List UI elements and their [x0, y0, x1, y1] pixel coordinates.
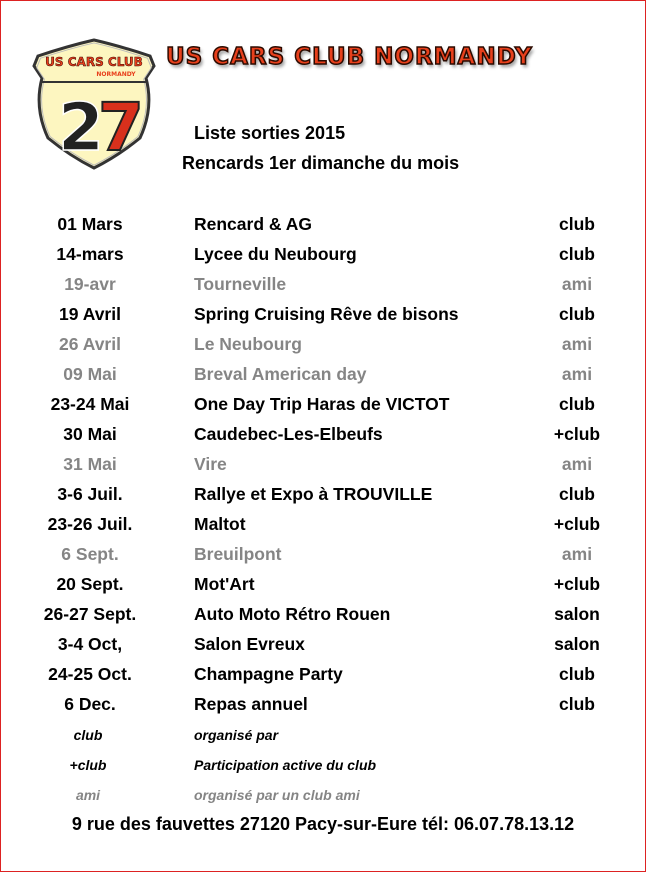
event-date: 20 Sept.: [56, 574, 124, 594]
club-logo-shield: [28, 38, 160, 170]
event-type: +club: [553, 514, 601, 534]
event-type: club: [559, 484, 595, 504]
legend-key: ami: [75, 787, 101, 803]
event-type: ami: [561, 544, 593, 564]
event-type: club: [559, 394, 595, 414]
event-row: [0, 244, 646, 274]
event-name: Rencard & AG: [194, 214, 312, 234]
event-row: [0, 514, 646, 544]
svg-text:2: 2: [58, 89, 104, 166]
event-name: Tourneville: [194, 274, 287, 294]
event-row: [0, 334, 646, 364]
event-type: +club: [553, 424, 601, 444]
event-row: [0, 544, 646, 574]
event-row: [0, 454, 646, 484]
event-row: [0, 604, 646, 634]
event-type: ami: [561, 334, 593, 354]
event-name: Le Neubourg: [194, 334, 302, 354]
legend-description: organisé par un club ami: [194, 787, 360, 803]
svg-text:NORMANDY: NORMANDY: [96, 71, 136, 78]
event-date: 3-4 Oct,: [57, 634, 123, 654]
event-date: 30 Mai: [63, 424, 117, 444]
event-name: Champagne Party: [194, 664, 343, 684]
event-name: One Day Trip Haras de VICTOT: [194, 394, 450, 414]
event-type: ami: [561, 364, 593, 384]
event-row: [0, 424, 646, 454]
event-date: 14-mars: [56, 244, 124, 264]
event-type: club: [559, 214, 595, 234]
event-name: Caudebec-Les-Elbeufs: [194, 424, 383, 444]
event-row: [0, 394, 646, 424]
event-date: 24-25 Oct.: [48, 664, 132, 684]
event-type: club: [559, 244, 595, 264]
event-name: Breval American day: [194, 364, 367, 384]
event-type: +club: [553, 574, 601, 594]
event-name: Vire: [194, 454, 227, 474]
event-name: Lycee du Neubourg: [194, 244, 357, 264]
event-type: club: [559, 664, 595, 684]
event-row: [0, 274, 646, 304]
event-date: 6 Sept.: [61, 544, 119, 564]
event-date: 09 Mai: [63, 364, 117, 384]
event-type: salon: [554, 634, 600, 654]
event-name: Repas annuel: [194, 694, 308, 714]
event-row: [0, 364, 646, 394]
event-row: [0, 664, 646, 694]
event-row: [0, 484, 646, 514]
event-name: Rallye et Expo à TROUVILLE: [194, 484, 433, 504]
legend-description: Participation active du club: [194, 757, 377, 773]
event-date: 23-24 Mai: [50, 394, 130, 414]
footer-address: 9 rue des fauvettes 27120 Pacy-sur-Eure tél: 06.07.78.13.12: [71, 814, 575, 834]
event-name: Auto Moto Rétro Rouen: [194, 604, 391, 624]
event-date: 19 Avril: [59, 304, 121, 324]
svg-text:US CARS CLUB: US CARS CLUB: [45, 55, 143, 69]
event-name: Mot'Art: [194, 574, 255, 594]
event-name: Spring Cruising Rêve de bisons: [194, 304, 459, 324]
event-date: 31 Mai: [63, 454, 117, 474]
event-date: 19-avr: [64, 274, 116, 294]
svg-text:7: 7: [98, 89, 144, 166]
event-name: Salon Evreux: [194, 634, 305, 654]
list-title: Liste sorties 2015: [194, 123, 346, 143]
event-date: 6 Dec.: [64, 694, 116, 714]
event-date: 26 Avril: [59, 334, 121, 354]
event-row: [0, 694, 646, 724]
event-date: 3-6 Juil.: [57, 484, 123, 504]
event-date: 26-27 Sept.: [43, 604, 137, 624]
event-type: club: [559, 694, 595, 714]
brand-title: US CARS CLUB NORMANDY: [166, 44, 533, 70]
event-row: [0, 634, 646, 664]
event-type: ami: [561, 274, 593, 294]
legend-description: organisé par: [194, 727, 279, 743]
event-type: ami: [561, 454, 593, 474]
legend-key: club: [73, 727, 103, 743]
event-date: 23-26 Juil.: [47, 514, 133, 534]
event-date: 01 Mars: [57, 214, 123, 234]
event-name: Maltot: [194, 514, 246, 534]
event-row: [0, 574, 646, 604]
event-row: [0, 304, 646, 334]
event-type: club: [559, 304, 595, 324]
event-row: [0, 214, 646, 244]
legend-key: +club: [69, 757, 107, 773]
event-name: Breuilpont: [194, 544, 282, 564]
list-subtitle: Rencards 1er dimanche du mois: [182, 153, 460, 173]
event-type: salon: [554, 604, 600, 624]
